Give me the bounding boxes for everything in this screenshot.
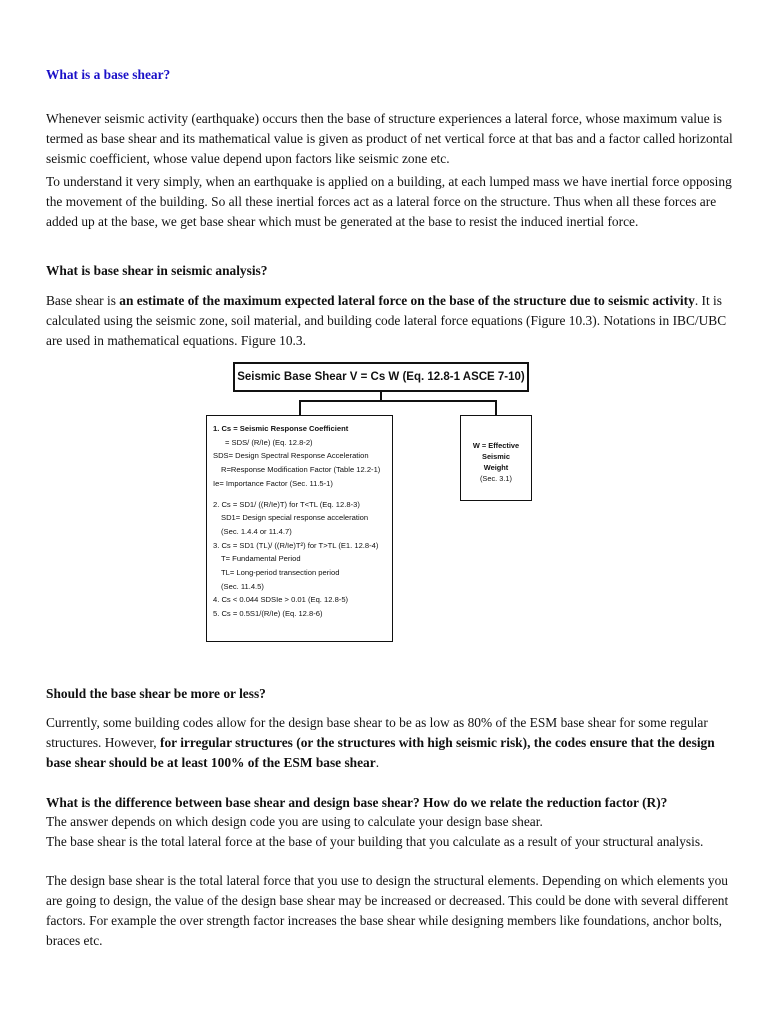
base-shear-diagram: [159, 360, 539, 650]
difference-paragraph-1: The answer depends on which design code you are using to calculate your design base shear.: [46, 814, 543, 829]
answer-seismic-analysis-post: . It is calculated using the seismic zone, soil material, and building code lateral force equations (Figure 10.3). Notations in IBC/UBC are used in mathematical equations. Figure 10.3.: [46, 293, 727, 348]
understand-paragraph: To understand it very simply, when an earthquake is applied on a building, at each lumped mass we have inertial force opposing the movement of the building. So all these inertial forces act as a lateral force on the structure. Thus when all these forces are added up at the base, we get base shear which must be generated at the base to resist the induced inertial force.: [46, 174, 732, 229]
coef-line-4: R=Response Modification Factor (Table 12.2-1): [221, 465, 381, 475]
coefficient-box: [206, 415, 393, 642]
coef-line-14: 5. Cs = 0.5S1/(R/Ie) (Eq. 12.8-6): [213, 609, 323, 619]
answer-more-or-less-bold: for irregular structures (or the structures with high seismic risk), the codes ensure that the design base shear should be at least 100% of the ESM base shear: [46, 735, 715, 770]
answer-seismic-analysis-bold: an estimate of the maximum expected lateral force on the base of the structure due to seismic activity: [119, 293, 695, 308]
diagram-top-box: [233, 362, 529, 392]
answer-more-or-less-pre: Currently, some building codes allow for the design base shear to be as low as 80% of the ESM base shear for some regular structures. However,: [46, 715, 708, 750]
coef-line-6: 2. Cs = SD1/ ((R/Ie)T) for T<TL (Eq. 12.8-3): [213, 499, 360, 509]
weight-line-1: W = Effective Seismic: [472, 441, 520, 461]
question-difference: What is the difference between base shear and design base shear? How do we relate the reduction factor (R)?: [46, 795, 668, 810]
weight-line-3: (Sec. 3.1): [479, 474, 513, 483]
coef-line-1: 1. Cs = Seismic Response Coefficient: [213, 424, 349, 433]
coef-line-12: (Sec. 11.4.5): [221, 581, 264, 591]
weight-line-2: Weight: [483, 463, 509, 472]
coef-line-2: = SDS/ (R/Ie) (Eq. 12.8-2): [225, 437, 313, 447]
answer-seismic-analysis: [46, 291, 736, 351]
answer-more-or-less: [46, 713, 736, 773]
question-more-or-less: Should the base shear be more or less?: [46, 686, 266, 701]
difference-paragraph-2: The base shear is the total lateral force at the base of your building that you calculate as a result of your structural analysis.: [46, 834, 704, 849]
answer-seismic-analysis-pre: Base shear is: [46, 293, 120, 308]
coef-line-8: (Sec. 1.4.4 or 11.4.7): [221, 526, 292, 536]
answer-more-or-less-post: .: [375, 755, 380, 770]
connector-left: [299, 400, 301, 415]
weight-box: [460, 415, 532, 501]
coef-line-3: SDS= Design Spectral Response Acceleration: [213, 451, 369, 461]
connector-horizontal: [299, 400, 496, 402]
coef-line-10: T= Fundamental Period: [221, 554, 301, 564]
intro-paragraph: Whenever seismic activity (earthquake) occurs then the base of structure experiences a lateral force, whose maximum value is termed as base shear and its mathematical value is given as product of net vertical force at that bas and a factor called horizontal seismic coefficient, whose value depend upon factors like seismic zone etc.: [46, 111, 733, 166]
diagram-top-label: Seismic Base Shear V = Cs W (Eq. 12.8-1 ASCE 7-10): [237, 371, 525, 383]
coef-line-13: 4. Cs < 0.044 SDSIe > 0.01 (Eq. 12.8-5): [213, 595, 349, 605]
coef-line-11: TL= Long-period transection period: [221, 568, 340, 578]
heading-what-is-base-shear: What is a base shear?: [46, 67, 171, 82]
coef-line-9: 3. Cs = SD1 (TL)/ ((R/Ie)T²) for T>TL (E1. 12.8-4): [213, 540, 379, 550]
difference-paragraph-3: The design base shear is the total lateral force that you use to design the structural elements. Depending on which elements you are going to design, the value of the design base shear may be increased or decreased. This could be done with several different factors. For example the over strength factor increases the base shear while designing members like foundations, anchor bolts, braces etc.: [46, 873, 729, 948]
coef-line-7: SD1= Design special response acceleration: [221, 513, 369, 523]
question-seismic-analysis: What is base shear in seismic analysis?: [46, 263, 268, 278]
connector-right: [495, 400, 497, 415]
coef-line-5: Ie= Importance Factor (Sec. 11.5-1): [213, 478, 333, 488]
